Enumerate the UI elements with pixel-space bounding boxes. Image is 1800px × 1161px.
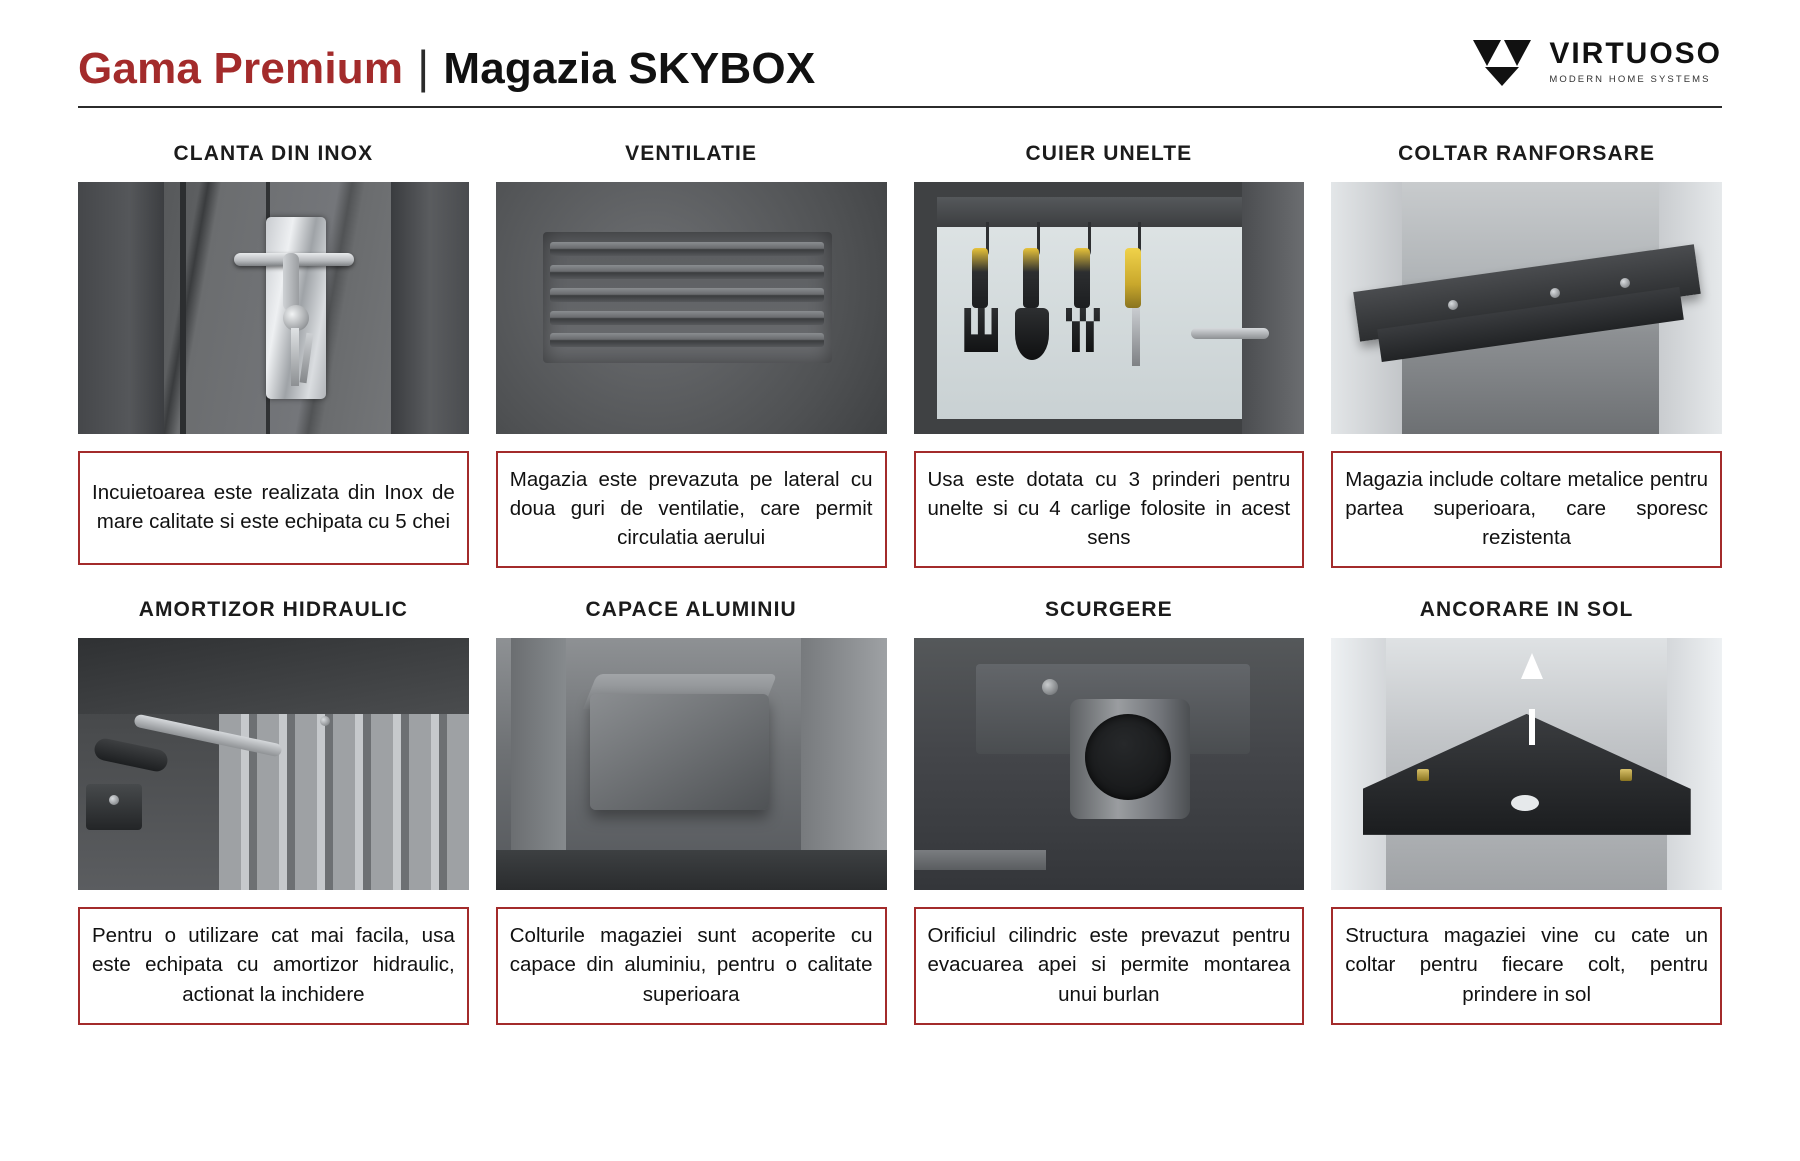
page-title-secondary: Magazia SKYBOX [443,44,816,93]
feature-caption: Incuietoarea este realizata din Inox de mare calitate si este echipata cu 5 chei [92,480,455,533]
feature-grid [78,142,1722,1025]
feature-caption-box [496,907,887,1024]
feature-card-ventilatie [496,142,887,568]
page-title-separator: | [417,41,430,93]
logo-tagline: MODERN HOME SYSTEMS [1549,74,1711,86]
ground-anchor-photo [1331,638,1722,890]
feature-caption: Orificiul cilindric este prevazut pentru evacuarea apei si permite montarea unui burlan [927,924,1291,1006]
feature-card-coltar-ranforsare [1331,142,1722,568]
page-title [78,40,815,94]
feature-caption-box [1331,451,1722,568]
feature-title: CAPACE ALUMINIU [585,598,797,622]
feature-title: ANCORARE IN SOL [1419,598,1634,622]
reinforcement-bracket-photo [1331,182,1722,434]
virtuoso-v-icon [1471,36,1533,88]
ventilation-louvers-photo [496,182,887,434]
feature-card-ancorare-in-sol [1331,598,1722,1024]
feature-caption-box [78,451,469,565]
feature-card-cuier-unelte [914,142,1305,568]
feature-title: SCURGERE [1044,598,1173,622]
feature-card-scurgere [914,598,1305,1024]
feature-card-amortizor-hidraulic [78,598,469,1024]
logo-text-block [1549,39,1722,85]
page-title-primary: Gama Premium [78,44,404,93]
feature-title: CUIER UNELTE [1025,142,1193,165]
stainless-steel-handle-photo [78,182,469,434]
feature-caption: Colturile magaziei sunt acoperite cu capace din aluminiu, pentru o calitate superioara [509,924,873,1006]
feature-caption-box [78,907,469,1024]
feature-caption: Usa este dotata cu 3 prinderi pentru unelte si cu 4 carlige folosite in acest sens [927,468,1291,550]
feature-caption-box [914,907,1305,1024]
feature-card-capace-aluminiu [496,598,887,1024]
tool-hanger-photo [914,182,1305,434]
logo-name: VIRTUOSO [1549,37,1722,71]
feature-caption-box [496,451,887,568]
page-header [78,0,1722,108]
brand-logo [1471,36,1722,94]
aluminium-corner-caps-photo [496,638,887,890]
feature-caption-box [914,451,1305,568]
feature-caption-box [1331,907,1722,1024]
feature-caption: Pentru o utilizare cat mai facila, usa este echipata cu amortizor hidraulic, actionat la inchidere [92,924,455,1006]
feature-caption: Structura magaziei vine cu cate un coltar pentru fiecare colt, pentru prindere in sol [1345,924,1708,1006]
feature-caption: Magazia este prevazuta pe lateral cu doua guri de ventilatie, care permit circulatia aerului [509,468,873,550]
feature-caption: Magazia include coltare metalice pentru partea superioara, care sporesc rezistenta [1345,468,1708,550]
feature-card-clanta-din-inox [78,142,469,568]
feature-title: COLTAR RANFORSARE [1398,142,1656,165]
drain-outlet-photo [914,638,1305,890]
hydraulic-damper-photo [78,638,469,890]
feature-title: VENTILATIE [625,142,758,165]
feature-title: CLANTA DIN INOX [173,142,374,165]
feature-title: AMORTIZOR HIDRAULIC [138,598,409,622]
